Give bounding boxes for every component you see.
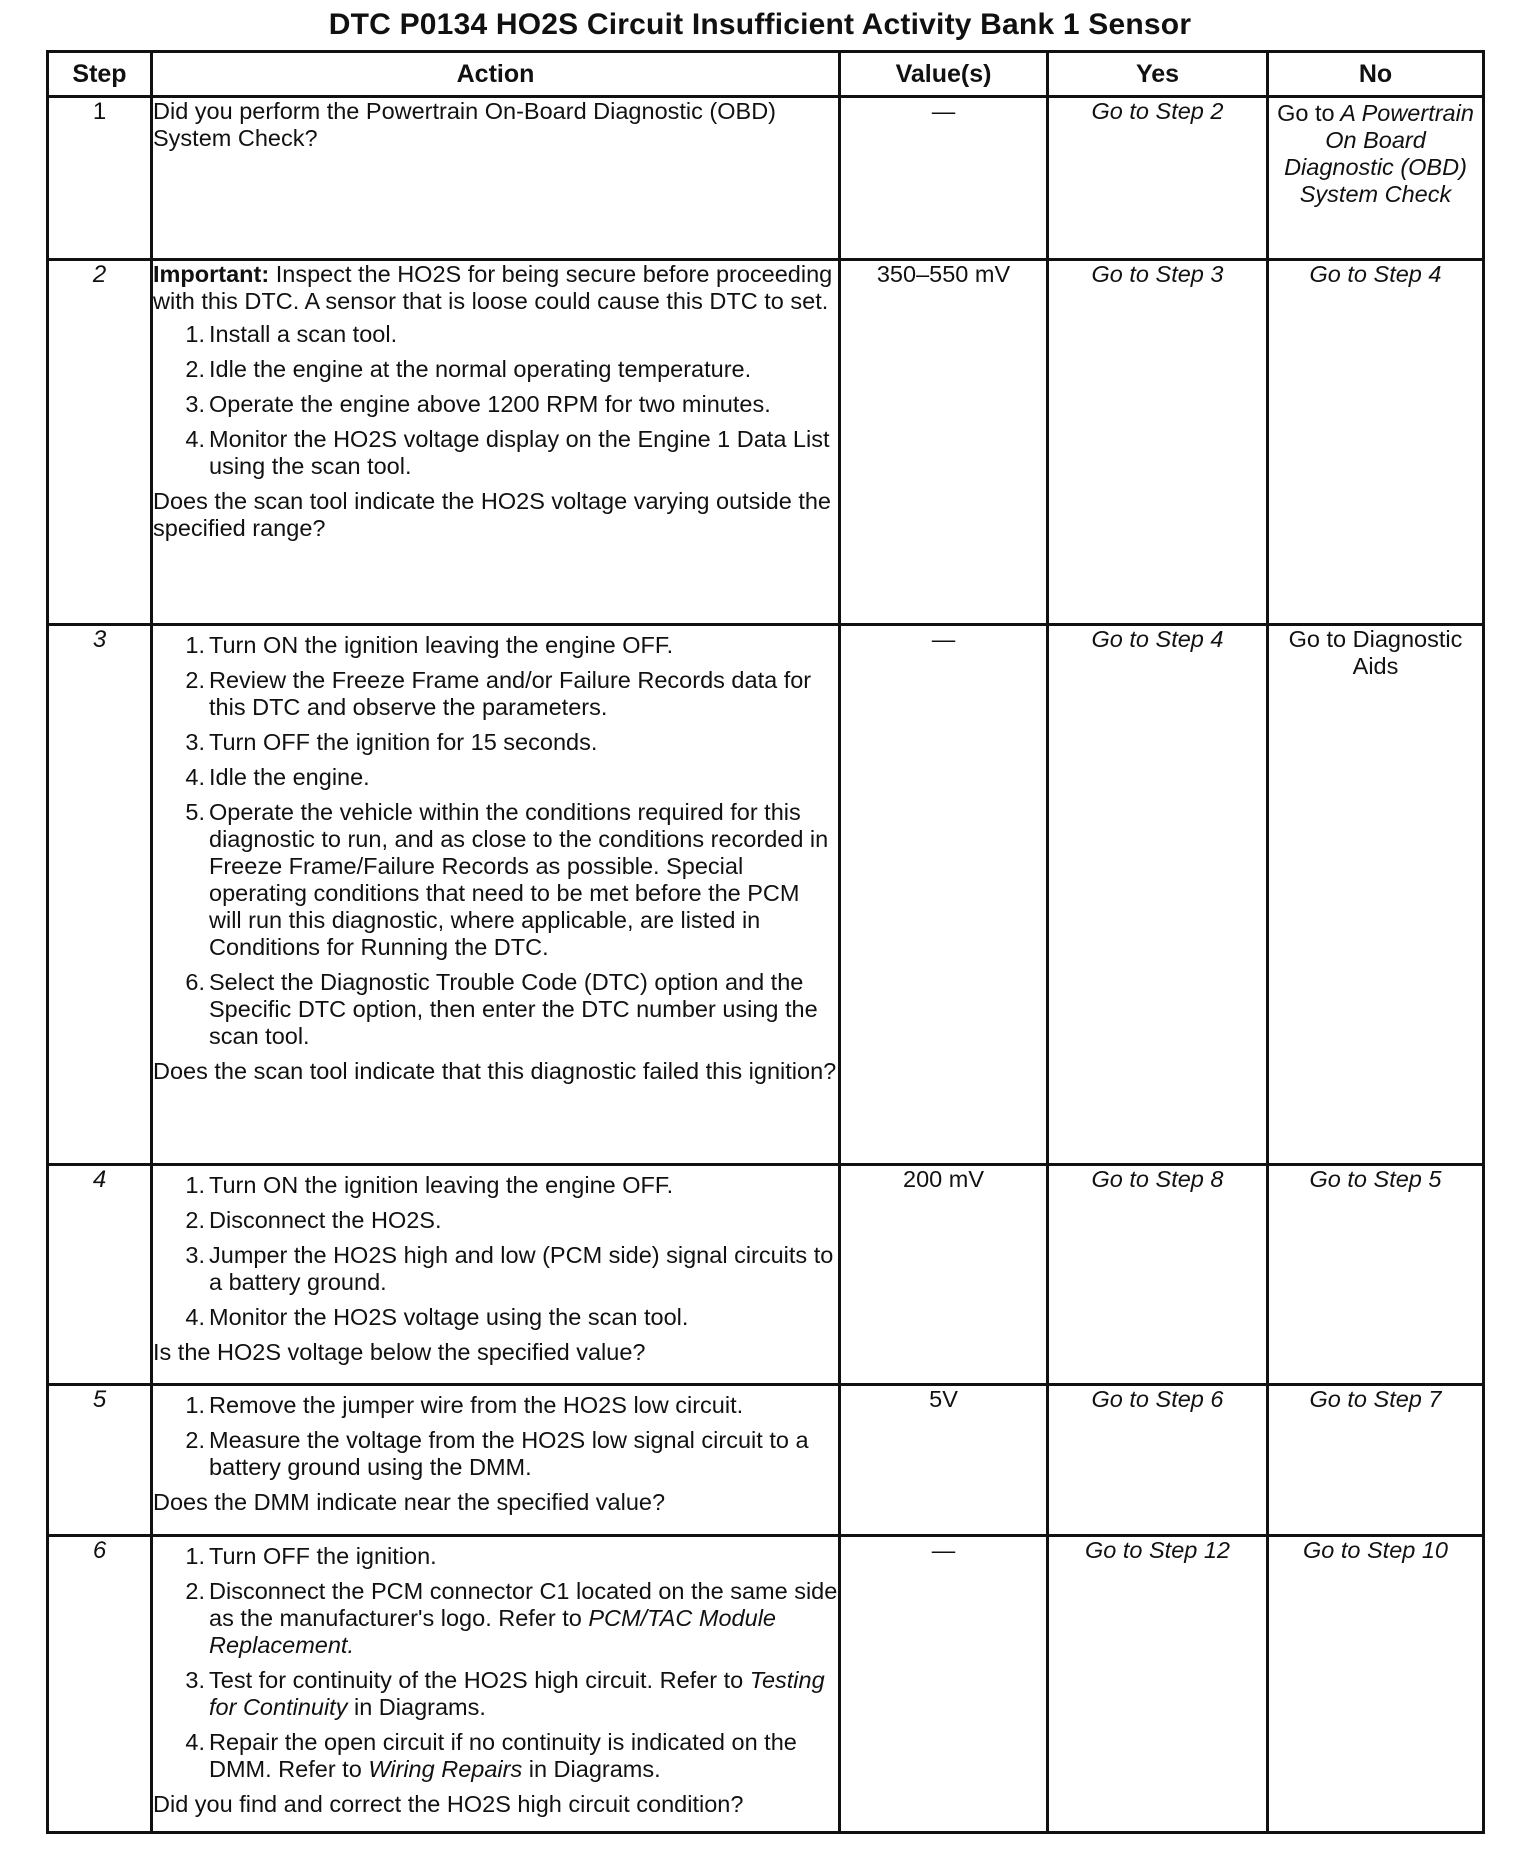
list-item — [153, 1543, 838, 1570]
item-number: 6. — [185, 969, 205, 995]
header-no: No — [1268, 52, 1484, 97]
list-item — [153, 1578, 838, 1659]
item-number: 1. — [185, 1543, 205, 1569]
reference-link[interactable]: Testing for Continuity — [209, 1667, 825, 1720]
item-text: Monitor the HO2S voltage display on the Engine 1 Data List using the scan tool. — [209, 426, 830, 479]
value-cell: — — [840, 625, 1048, 1165]
no-link[interactable]: Go to Diagnostic Aids — [1268, 625, 1484, 1165]
item-number: 2. — [185, 356, 205, 382]
item-number: 3. — [185, 1667, 205, 1693]
item-text: Turn ON the ignition leaving the engine OFF. — [209, 632, 674, 658]
item-text: Test for continuity of the HO2S high circuit. Refer to — [209, 1667, 750, 1693]
value-cell: 5V — [840, 1385, 1048, 1536]
item-text-after: in Diagrams. — [522, 1756, 661, 1782]
important-note — [153, 261, 838, 315]
action-cell — [152, 1385, 840, 1536]
list-item — [153, 1667, 838, 1721]
list-item — [153, 426, 838, 480]
yes-link[interactable]: Go to Step 2 — [1048, 97, 1268, 260]
action-steps — [153, 632, 838, 1050]
action-question: Does the scan tool indicate that this diagnostic failed this ignition? — [153, 1058, 837, 1084]
action-question: Does the scan tool indicate the HO2S voltage varying outside the specified range? — [153, 488, 831, 541]
item-number: 2. — [185, 1427, 205, 1453]
item-number: 1. — [185, 321, 205, 347]
action-cell — [152, 625, 840, 1165]
no-link[interactable]: Go to Step 4 — [1268, 260, 1484, 625]
list-item — [153, 799, 838, 961]
action-question: Does the DMM indicate near the specified value? — [153, 1489, 666, 1515]
item-text: Repair the open circuit if no continuity is indicated on the DMM. Refer to — [209, 1729, 797, 1782]
item-text: Operate the engine above 1200 RPM for two minutes. — [209, 391, 771, 417]
yes-link[interactable]: Go to Step 12 — [1048, 1536, 1268, 1833]
item-text: Turn ON the ignition leaving the engine OFF. — [209, 1172, 674, 1198]
item-number: 3. — [185, 1242, 205, 1268]
item-text: Monitor the HO2S voltage using the scan tool. — [209, 1304, 689, 1330]
value-cell: 350–550 mV — [840, 260, 1048, 625]
item-text: Install a scan tool. — [209, 321, 398, 347]
step-number: 6 — [48, 1536, 152, 1833]
reference-link[interactable]: PCM/TAC Module Replacement. — [209, 1605, 776, 1658]
action-cell — [152, 1536, 840, 1833]
action-question: Did you find and correct the HO2S high circuit condition? — [153, 1791, 744, 1817]
no-link[interactable]: Go to Step 5 — [1268, 1165, 1484, 1385]
item-text: Idle the engine at the normal operating temperature. — [209, 356, 752, 382]
list-item — [153, 729, 838, 756]
table-row — [48, 1165, 1484, 1385]
value-cell: 200 mV — [840, 1165, 1048, 1385]
step-number: 5 — [48, 1385, 152, 1536]
header-yes: Yes — [1048, 52, 1268, 97]
no-link[interactable]: Go to Step 7 — [1268, 1385, 1484, 1536]
action-cell — [152, 260, 840, 625]
yes-link[interactable]: Go to Step 8 — [1048, 1165, 1268, 1385]
list-item — [153, 667, 838, 721]
reference-link[interactable]: Wiring Repairs — [368, 1756, 523, 1782]
item-text: Jumper the HO2S high and low (PCM side) signal circuits to a battery ground. — [209, 1242, 834, 1295]
page-title: DTC P0134 HO2S Circuit Insufficient Activity Bank 1 Sensor — [328, 8, 1192, 41]
list-item — [153, 1392, 838, 1419]
item-text: Remove the jumper wire from the HO2S low circuit. — [209, 1392, 744, 1418]
list-item — [153, 1172, 838, 1199]
item-text: Disconnect the PCM connector C1 located on the same side as the manufacturer's logo. Refer to — [209, 1578, 838, 1631]
action-cell — [152, 1165, 840, 1385]
item-text-after: in Diagrams. — [347, 1694, 486, 1720]
item-text: Measure the voltage from the HO2S low signal circuit to a battery ground using the DMM. — [209, 1427, 809, 1480]
value-cell: — — [840, 1536, 1048, 1833]
item-text: Review the Freeze Frame and/or Failure Records data for this DTC and observe the parameters. — [209, 667, 812, 720]
item-number: 2. — [185, 667, 205, 693]
table-row — [48, 625, 1484, 1165]
item-number: 2. — [185, 1207, 205, 1233]
table-row — [48, 1385, 1484, 1536]
item-number: 4. — [185, 1729, 205, 1755]
action-question: Did you perform the Powertrain On-Board Diagnostic (OBD) System Check? — [153, 98, 776, 151]
yes-link[interactable]: Go to Step 4 — [1048, 625, 1268, 1165]
item-number: 3. — [185, 391, 205, 417]
item-number: 5. — [185, 799, 205, 825]
list-item — [153, 1242, 838, 1296]
item-text: Select the Diagnostic Trouble Code (DTC) option and the Specific DTC option, then enter the DTC number using the scan tool. — [209, 969, 818, 1049]
table-header-row — [48, 52, 1484, 97]
header-step: Step — [48, 52, 152, 97]
item-number: 1. — [185, 1392, 205, 1418]
important-label: Important: — [153, 261, 270, 287]
important-text: Inspect the HO2S for being secure before proceeding with this DTC. A sensor that is loose could cause this DTC to set. — [153, 261, 833, 314]
list-item — [153, 1729, 838, 1783]
action-steps — [153, 1392, 838, 1481]
value-cell: — — [840, 97, 1048, 260]
step-number: 3 — [48, 625, 152, 1165]
item-text: Turn OFF the ignition for 15 seconds. — [209, 729, 598, 755]
action-steps — [153, 1172, 838, 1331]
list-item — [153, 764, 838, 791]
item-number: 3. — [185, 729, 205, 755]
item-text: Operate the vehicle within the conditions required for this diagnostic to run, and as close to the conditions recorded in Freeze Frame/Failure Records as possible. Special operating conditions that need to be met before the PCM will run this diagnostic, where applicable, are listed in Conditions for Running the DTC. — [209, 799, 829, 960]
table-row — [48, 1536, 1484, 1833]
yes-link[interactable]: Go to Step 3 — [1048, 260, 1268, 625]
item-number: 1. — [185, 1172, 205, 1198]
list-item — [153, 1207, 838, 1234]
table-row — [48, 260, 1484, 625]
header-action: Action — [152, 52, 840, 97]
item-number: 2. — [185, 1578, 205, 1604]
list-item — [153, 1304, 838, 1331]
diagnostic-table — [46, 50, 1485, 1834]
item-text: Idle the engine. — [209, 764, 370, 790]
list-item — [153, 356, 838, 383]
list-item — [153, 391, 838, 418]
step-number: 4 — [48, 1165, 152, 1385]
list-item — [153, 1427, 838, 1481]
list-item — [153, 321, 838, 348]
table-row — [48, 97, 1484, 260]
no-link[interactable] — [1268, 97, 1484, 260]
action-steps — [153, 1543, 838, 1783]
item-number: 4. — [185, 764, 205, 790]
no-link-target[interactable]: A Powertrain On Board Diagnostic (OBD) System Check — [1284, 100, 1474, 207]
step-number: 2 — [48, 260, 152, 625]
step-number: 1 — [48, 97, 152, 260]
no-link[interactable]: Go to Step 10 — [1268, 1536, 1484, 1833]
list-item — [153, 632, 838, 659]
action-question: Is the HO2S voltage below the specified value? — [153, 1339, 646, 1365]
no-link-prefix: Go to — [1277, 100, 1335, 126]
item-number: 4. — [185, 1304, 205, 1330]
item-text: Disconnect the HO2S. — [209, 1207, 442, 1233]
item-text: Turn OFF the ignition. — [209, 1543, 437, 1569]
header-values: Value(s) — [840, 52, 1048, 97]
action-cell — [152, 97, 840, 260]
action-steps — [153, 321, 838, 480]
list-item — [153, 969, 838, 1050]
item-number: 4. — [185, 426, 205, 452]
item-number: 1. — [185, 632, 205, 658]
yes-link[interactable]: Go to Step 6 — [1048, 1385, 1268, 1536]
